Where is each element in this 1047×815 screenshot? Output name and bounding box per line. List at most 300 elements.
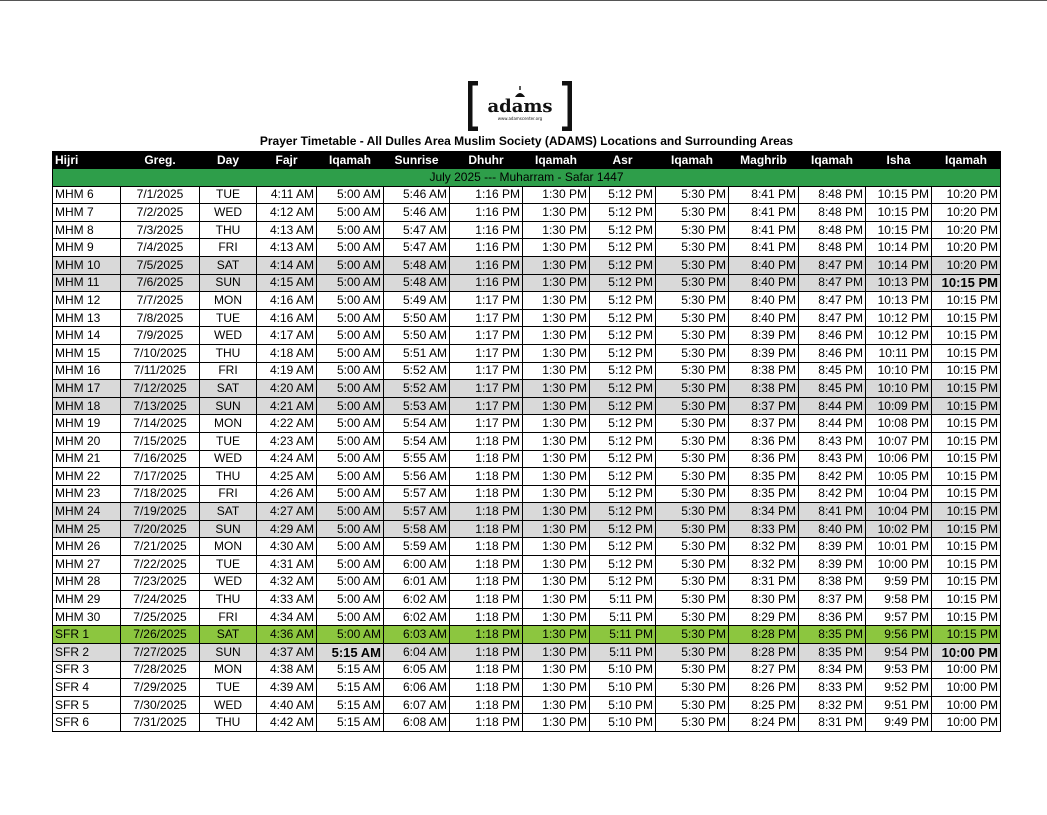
cell-maghrib: 8:35 PM [729,485,799,503]
table-row [53,256,1001,274]
cell-asr: 5:12 PM [590,327,656,345]
cell-asr: 5:12 PM [590,520,656,538]
cell-asr: 5:12 PM [590,432,656,450]
cell-maghrib-iqamah: 8:45 PM [799,362,866,380]
cell-day: SAT [200,256,257,274]
cell-isha-iqamah: 10:15 PM [932,626,1001,644]
cell-asr: 5:10 PM [590,714,656,732]
cell-isha: 10:00 PM [866,556,932,574]
cell-isha: 10:06 PM [866,450,932,468]
cell-sunrise: 5:51 AM [384,344,450,362]
cell-maghrib: 8:41 PM [729,204,799,222]
cell-day: FRI [200,608,257,626]
cell-fajr-iqamah: 5:15 AM [317,679,384,697]
cell-fajr: 4:15 AM [257,274,317,292]
cell-sunrise: 5:57 AM [384,503,450,521]
cell-fajr: 4:19 AM [257,362,317,380]
col-header-isha-iqamah: Iqamah [932,152,1001,169]
cell-day: TUE [200,679,257,697]
cell-asr-iqamah: 5:30 PM [656,626,729,644]
cell-isha: 9:52 PM [866,679,932,697]
cell-greg: 7/31/2025 [121,714,200,732]
cell-hijri: MHM 20 [53,432,121,450]
cell-hijri: MHM 6 [53,186,121,204]
cell-asr: 5:12 PM [590,397,656,415]
cell-isha-iqamah: 10:20 PM [932,221,1001,239]
cell-isha-iqamah: 10:15 PM [932,309,1001,327]
cell-fajr-iqamah: 5:00 AM [317,204,384,222]
cell-dhuhr: 1:17 PM [450,397,523,415]
table-row [53,485,1001,503]
cell-greg: 7/3/2025 [121,221,200,239]
cell-maghrib: 8:40 PM [729,274,799,292]
cell-fajr-iqamah: 5:00 AM [317,309,384,327]
col-header-asr: Asr [590,152,656,169]
cell-hijri: SFR 1 [53,626,121,644]
cell-sunrise: 5:48 AM [384,256,450,274]
cell-hijri: MHM 15 [53,344,121,362]
cell-greg: 7/5/2025 [121,256,200,274]
cell-day: FRI [200,239,257,257]
cell-dhuhr-iqamah: 1:30 PM [523,468,590,486]
cell-maghrib: 8:40 PM [729,256,799,274]
cell-asr: 5:12 PM [590,239,656,257]
cell-dhuhr: 1:17 PM [450,362,523,380]
cell-isha: 10:10 PM [866,362,932,380]
cell-hijri: MHM 22 [53,468,121,486]
cell-day: SUN [200,274,257,292]
cell-sunrise: 6:07 AM [384,696,450,714]
cell-asr-iqamah: 5:30 PM [656,661,729,679]
page-top-border [0,0,1047,1]
cell-isha-iqamah: 10:15 PM [932,397,1001,415]
table-row [53,239,1001,257]
cell-day: WED [200,450,257,468]
cell-hijri: MHM 11 [53,274,121,292]
table-row [53,432,1001,450]
header-row [53,152,1001,169]
table-row [53,327,1001,345]
cell-sunrise: 5:46 AM [384,186,450,204]
cell-fajr-iqamah: 5:15 AM [317,696,384,714]
cell-maghrib-iqamah: 8:37 PM [799,591,866,609]
cell-dhuhr-iqamah: 1:30 PM [523,503,590,521]
cell-dhuhr-iqamah: 1:30 PM [523,327,590,345]
cell-isha: 10:04 PM [866,503,932,521]
cell-fajr-iqamah: 5:00 AM [317,186,384,204]
cell-asr: 5:10 PM [590,679,656,697]
cell-hijri: MHM 9 [53,239,121,257]
cell-maghrib-iqamah: 8:34 PM [799,661,866,679]
cell-dhuhr-iqamah: 1:30 PM [523,239,590,257]
cell-day: TUE [200,309,257,327]
cell-dhuhr: 1:18 PM [450,626,523,644]
cell-isha-iqamah: 10:00 PM [932,696,1001,714]
cell-maghrib-iqamah: 8:42 PM [799,485,866,503]
cell-fajr-iqamah: 5:00 AM [317,468,384,486]
cell-isha: 10:13 PM [866,274,932,292]
cell-sunrise: 5:57 AM [384,485,450,503]
cell-dhuhr-iqamah: 1:30 PM [523,556,590,574]
cell-dhuhr-iqamah: 1:30 PM [523,432,590,450]
col-header-dhuhr: Dhuhr [450,152,523,169]
cell-isha-iqamah: 10:15 PM [932,520,1001,538]
table-row [53,696,1001,714]
cell-maghrib: 8:36 PM [729,432,799,450]
cell-hijri: MHM 29 [53,591,121,609]
cell-isha-iqamah: 10:15 PM [932,485,1001,503]
cell-dhuhr: 1:18 PM [450,591,523,609]
logo-url: www.adamscenter.org [497,116,543,121]
cell-maghrib: 8:25 PM [729,696,799,714]
cell-isha-iqamah: 10:15 PM [932,274,1001,292]
cell-maghrib-iqamah: 8:45 PM [799,380,866,398]
cell-asr-iqamah: 5:30 PM [656,608,729,626]
cell-asr-iqamah: 5:30 PM [656,256,729,274]
cell-dhuhr-iqamah: 1:30 PM [523,626,590,644]
cell-maghrib-iqamah: 8:47 PM [799,309,866,327]
cell-isha-iqamah: 10:15 PM [932,415,1001,433]
col-header-sunrise: Sunrise [384,152,450,169]
table-row [53,644,1001,662]
cell-maghrib-iqamah: 8:48 PM [799,186,866,204]
cell-greg: 7/12/2025 [121,380,200,398]
cell-asr-iqamah: 5:30 PM [656,239,729,257]
page-title: Prayer Timetable - All Dulles Area Muslim Society (ADAMS) Locations and Surrounding Areas [259,134,794,148]
cell-dhuhr: 1:17 PM [450,415,523,433]
adams-logo [468,81,572,131]
cell-greg: 7/7/2025 [121,292,200,310]
cell-fajr: 4:37 AM [257,644,317,662]
cell-fajr: 4:13 AM [257,221,317,239]
cell-isha: 10:09 PM [866,397,932,415]
cell-isha-iqamah: 10:20 PM [932,239,1001,257]
cell-dhuhr-iqamah: 1:30 PM [523,591,590,609]
cell-maghrib-iqamah: 8:39 PM [799,556,866,574]
cell-dhuhr-iqamah: 1:30 PM [523,538,590,556]
cell-dhuhr: 1:18 PM [450,661,523,679]
cell-greg: 7/9/2025 [121,327,200,345]
cell-asr-iqamah: 5:30 PM [656,520,729,538]
cell-dhuhr: 1:18 PM [450,714,523,732]
cell-fajr-iqamah: 5:00 AM [317,274,384,292]
cell-maghrib-iqamah: 8:47 PM [799,274,866,292]
cell-greg: 7/8/2025 [121,309,200,327]
cell-hijri: MHM 14 [53,327,121,345]
cell-dhuhr: 1:18 PM [450,450,523,468]
cell-fajr: 4:30 AM [257,538,317,556]
cell-dhuhr-iqamah: 1:30 PM [523,714,590,732]
cell-fajr-iqamah: 5:00 AM [317,397,384,415]
table-row [53,573,1001,591]
cell-asr: 5:12 PM [590,485,656,503]
cell-isha-iqamah: 10:00 PM [932,661,1001,679]
table-row [53,591,1001,609]
cell-asr: 5:12 PM [590,362,656,380]
cell-hijri: SFR 5 [53,696,121,714]
cell-hijri: SFR 2 [53,644,121,662]
cell-dhuhr-iqamah: 1:30 PM [523,362,590,380]
cell-hijri: MHM 18 [53,397,121,415]
month-banner: July 2025 --- Muharram - Safar 1447 [53,169,1001,187]
cell-dhuhr: 1:18 PM [450,468,523,486]
table-row [53,556,1001,574]
cell-fajr: 4:33 AM [257,591,317,609]
cell-day: SUN [200,520,257,538]
cell-asr-iqamah: 5:30 PM [656,468,729,486]
cell-maghrib-iqamah: 8:43 PM [799,450,866,468]
col-header-hijri: Hijri [53,152,121,169]
col-header-maghrib-iqamah: Iqamah [799,152,866,169]
cell-sunrise: 5:54 AM [384,415,450,433]
col-header-dhuhr-iqamah: Iqamah [523,152,590,169]
cell-dhuhr: 1:17 PM [450,327,523,345]
cell-asr: 5:12 PM [590,380,656,398]
cell-sunrise: 5:54 AM [384,432,450,450]
cell-sunrise: 5:48 AM [384,274,450,292]
cell-asr: 5:12 PM [590,538,656,556]
cell-isha: 10:08 PM [866,415,932,433]
cell-maghrib: 8:35 PM [729,468,799,486]
cell-greg: 7/23/2025 [121,573,200,591]
cell-asr-iqamah: 5:30 PM [656,696,729,714]
month-banner-row [53,169,1001,187]
cell-day: SUN [200,397,257,415]
cell-dhuhr: 1:18 PM [450,573,523,591]
cell-dhuhr: 1:16 PM [450,221,523,239]
cell-maghrib-iqamah: 8:42 PM [799,468,866,486]
cell-isha-iqamah: 10:20 PM [932,204,1001,222]
cell-maghrib-iqamah: 8:35 PM [799,644,866,662]
cell-fajr: 4:34 AM [257,608,317,626]
cell-maghrib-iqamah: 8:32 PM [799,696,866,714]
cell-sunrise: 5:46 AM [384,204,450,222]
cell-asr-iqamah: 5:30 PM [656,485,729,503]
cell-maghrib: 8:39 PM [729,327,799,345]
col-header-maghrib: Maghrib [729,152,799,169]
cell-fajr-iqamah: 5:00 AM [317,415,384,433]
cell-isha: 10:05 PM [866,468,932,486]
cell-asr: 5:11 PM [590,591,656,609]
cell-dhuhr: 1:18 PM [450,485,523,503]
cell-fajr-iqamah: 5:00 AM [317,485,384,503]
cell-day: THU [200,714,257,732]
cell-hijri: MHM 19 [53,415,121,433]
table-row [53,274,1001,292]
cell-maghrib: 8:24 PM [729,714,799,732]
cell-hijri: MHM 8 [53,221,121,239]
cell-asr-iqamah: 5:30 PM [656,380,729,398]
cell-hijri: MHM 28 [53,573,121,591]
table-row [53,538,1001,556]
cell-maghrib-iqamah: 8:31 PM [799,714,866,732]
cell-isha: 9:53 PM [866,661,932,679]
cell-maghrib: 8:28 PM [729,626,799,644]
cell-dhuhr: 1:17 PM [450,344,523,362]
cell-maghrib-iqamah: 8:48 PM [799,221,866,239]
cell-asr-iqamah: 5:30 PM [656,591,729,609]
cell-hijri: MHM 7 [53,204,121,222]
cell-greg: 7/25/2025 [121,608,200,626]
cell-asr-iqamah: 5:30 PM [656,327,729,345]
table-row [53,520,1001,538]
cell-fajr-iqamah: 5:00 AM [317,380,384,398]
cell-fajr-iqamah: 5:00 AM [317,626,384,644]
cell-sunrise: 6:01 AM [384,573,450,591]
cell-isha: 10:15 PM [866,221,932,239]
cell-maghrib-iqamah: 8:46 PM [799,327,866,345]
cell-dhuhr-iqamah: 1:30 PM [523,292,590,310]
cell-fajr-iqamah: 5:00 AM [317,239,384,257]
cell-fajr: 4:16 AM [257,309,317,327]
cell-asr: 5:11 PM [590,608,656,626]
cell-greg: 7/18/2025 [121,485,200,503]
cell-maghrib: 8:26 PM [729,679,799,697]
cell-dhuhr-iqamah: 1:30 PM [523,520,590,538]
cell-asr-iqamah: 5:30 PM [656,221,729,239]
cell-maghrib: 8:29 PM [729,608,799,626]
cell-dhuhr-iqamah: 1:30 PM [523,485,590,503]
cell-dhuhr: 1:16 PM [450,256,523,274]
cell-fajr-iqamah: 5:00 AM [317,362,384,380]
cell-greg: 7/10/2025 [121,344,200,362]
cell-isha-iqamah: 10:15 PM [932,380,1001,398]
cell-sunrise: 6:06 AM [384,679,450,697]
cell-greg: 7/17/2025 [121,468,200,486]
cell-asr-iqamah: 5:30 PM [656,573,729,591]
cell-isha-iqamah: 10:15 PM [932,327,1001,345]
cell-isha: 10:12 PM [866,309,932,327]
cell-sunrise: 6:02 AM [384,608,450,626]
cell-greg: 7/13/2025 [121,397,200,415]
cell-greg: 7/21/2025 [121,538,200,556]
cell-isha: 10:13 PM [866,292,932,310]
cell-maghrib: 8:37 PM [729,415,799,433]
cell-hijri: MHM 30 [53,608,121,626]
cell-fajr: 4:42 AM [257,714,317,732]
cell-maghrib: 8:32 PM [729,556,799,574]
cell-dhuhr-iqamah: 1:30 PM [523,274,590,292]
cell-isha: 10:04 PM [866,485,932,503]
table-row [53,679,1001,697]
cell-dhuhr-iqamah: 1:30 PM [523,380,590,398]
cell-isha-iqamah: 10:15 PM [932,432,1001,450]
cell-maghrib-iqamah: 8:44 PM [799,397,866,415]
cell-fajr-iqamah: 5:00 AM [317,573,384,591]
cell-asr: 5:12 PM [590,204,656,222]
cell-isha: 10:01 PM [866,538,932,556]
cell-fajr-iqamah: 5:00 AM [317,520,384,538]
cell-hijri: SFR 3 [53,661,121,679]
cell-hijri: MHM 17 [53,380,121,398]
cell-fajr-iqamah: 5:00 AM [317,256,384,274]
cell-isha-iqamah: 10:15 PM [932,450,1001,468]
cell-hijri: SFR 4 [53,679,121,697]
cell-dhuhr-iqamah: 1:30 PM [523,661,590,679]
cell-maghrib: 8:41 PM [729,239,799,257]
cell-fajr-iqamah: 5:15 AM [317,714,384,732]
cell-sunrise: 5:55 AM [384,450,450,468]
cell-maghrib: 8:34 PM [729,503,799,521]
cell-day: THU [200,221,257,239]
cell-maghrib: 8:27 PM [729,661,799,679]
cell-fajr: 4:25 AM [257,468,317,486]
cell-isha-iqamah: 10:00 PM [932,714,1001,732]
cell-maghrib: 8:38 PM [729,362,799,380]
cell-maghrib-iqamah: 8:40 PM [799,520,866,538]
cell-day: MON [200,292,257,310]
cell-fajr: 4:27 AM [257,503,317,521]
table-row [53,503,1001,521]
cell-maghrib: 8:30 PM [729,591,799,609]
cell-dhuhr: 1:16 PM [450,204,523,222]
cell-day: MON [200,538,257,556]
cell-asr-iqamah: 5:30 PM [656,450,729,468]
cell-hijri: MHM 23 [53,485,121,503]
cell-sunrise: 5:53 AM [384,397,450,415]
cell-fajr: 4:36 AM [257,626,317,644]
cell-fajr: 4:39 AM [257,679,317,697]
cell-asr: 5:12 PM [590,309,656,327]
cell-day: MON [200,415,257,433]
col-header-asr-iqamah: Iqamah [656,152,729,169]
cell-day: SAT [200,626,257,644]
cell-greg: 7/19/2025 [121,503,200,521]
cell-isha: 9:56 PM [866,626,932,644]
cell-isha: 10:14 PM [866,239,932,257]
cell-greg: 7/20/2025 [121,520,200,538]
cell-fajr: 4:11 AM [257,186,317,204]
cell-dhuhr: 1:16 PM [450,186,523,204]
cell-sunrise: 5:49 AM [384,292,450,310]
cell-maghrib: 8:32 PM [729,538,799,556]
cell-dhuhr-iqamah: 1:30 PM [523,450,590,468]
cell-dhuhr: 1:18 PM [450,679,523,697]
cell-isha-iqamah: 10:15 PM [932,608,1001,626]
cell-day: MON [200,661,257,679]
cell-asr-iqamah: 5:30 PM [656,344,729,362]
cell-isha: 10:15 PM [866,186,932,204]
cell-dhuhr: 1:17 PM [450,380,523,398]
cell-isha: 10:10 PM [866,380,932,398]
cell-asr: 5:12 PM [590,344,656,362]
cell-asr: 5:11 PM [590,626,656,644]
cell-fajr-iqamah: 5:00 AM [317,221,384,239]
table-row [53,204,1001,222]
cell-fajr: 4:22 AM [257,415,317,433]
table-row [53,661,1001,679]
cell-isha: 10:02 PM [866,520,932,538]
cell-dhuhr-iqamah: 1:30 PM [523,696,590,714]
cell-day: WED [200,696,257,714]
cell-isha-iqamah: 10:20 PM [932,256,1001,274]
cell-fajr: 4:18 AM [257,344,317,362]
cell-isha-iqamah: 10:00 PM [932,644,1001,662]
cell-isha-iqamah: 10:15 PM [932,538,1001,556]
cell-greg: 7/24/2025 [121,591,200,609]
cell-dhuhr-iqamah: 1:30 PM [523,186,590,204]
cell-fajr: 4:17 AM [257,327,317,345]
cell-dhuhr: 1:18 PM [450,538,523,556]
col-header-greg: Greg. [121,152,200,169]
cell-greg: 7/29/2025 [121,679,200,697]
cell-fajr: 4:31 AM [257,556,317,574]
cell-isha: 9:58 PM [866,591,932,609]
cell-hijri: SFR 6 [53,714,121,732]
cell-asr: 5:12 PM [590,450,656,468]
cell-day: TUE [200,186,257,204]
cell-dhuhr-iqamah: 1:30 PM [523,344,590,362]
